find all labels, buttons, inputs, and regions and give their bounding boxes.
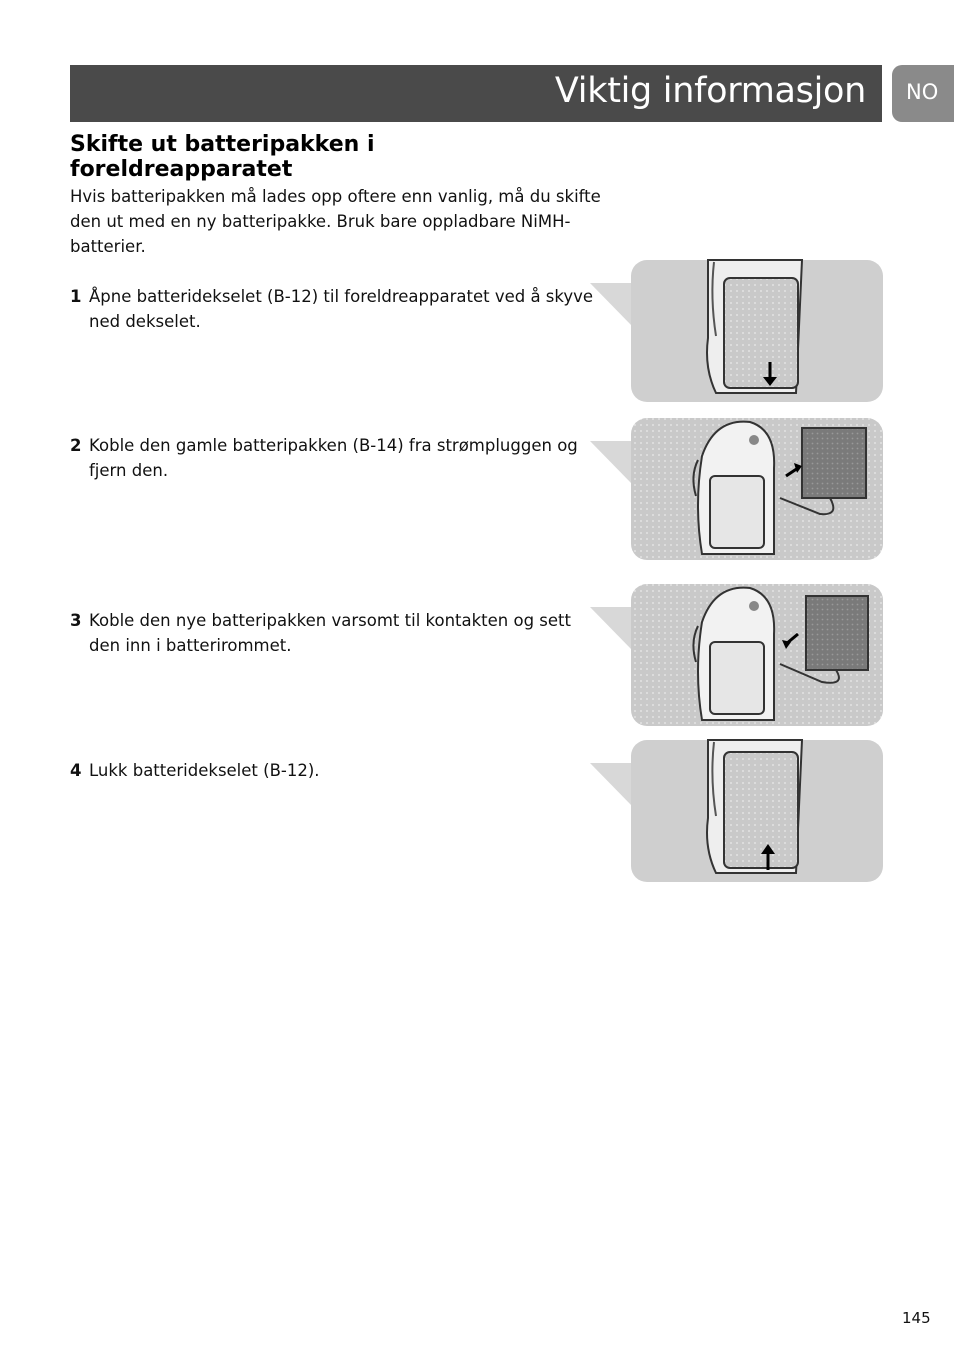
battery-cover-slide-down-icon [590, 258, 883, 403]
illustration-step-4 [590, 738, 883, 883]
step-text: Lukk batteridekselet (B-12). [89, 761, 320, 780]
illustration-step-1 [590, 258, 883, 403]
step-number: 2 [70, 436, 82, 455]
section-title: Skifte ut batteripakken i foreldreapparatet [70, 132, 375, 182]
battery-disconnect-icon [590, 416, 883, 561]
step-3 [70, 608, 605, 658]
step-text: Åpne batteridekselet (B-12) til foreldreapparatet ved å skyve ned dekselet. [89, 287, 594, 331]
page-title: Viktig informasjon [554, 71, 866, 111]
step-text: Koble den nye batteripakken varsomt til kontakten og sett den inn i batterirommet. [89, 611, 571, 655]
step-text: Koble den gamle batteripakken (B-14) fra strømpluggen og fjern den. [89, 436, 578, 480]
step-4 [70, 758, 605, 783]
header-bar [70, 65, 882, 122]
language-tab-label: NO [906, 80, 939, 104]
illustration-step-3 [590, 582, 883, 727]
step-number: 1 [70, 287, 82, 306]
language-tab [892, 65, 954, 122]
battery-connect-icon [590, 582, 883, 727]
step-1 [70, 284, 605, 334]
step-number: 4 [70, 761, 82, 780]
page-number: 145 [902, 1309, 931, 1327]
battery-cover-slide-up-icon [590, 738, 883, 883]
section-intro: Hvis batteripakken må lades opp oftere enn vanlig, må du skifte den ut med en ny batteripakke. Bruk bare oppladbare NiMH-batterier. [70, 187, 601, 256]
illustration-step-2 [590, 416, 883, 561]
step-2 [70, 433, 605, 483]
step-number: 3 [70, 611, 82, 630]
